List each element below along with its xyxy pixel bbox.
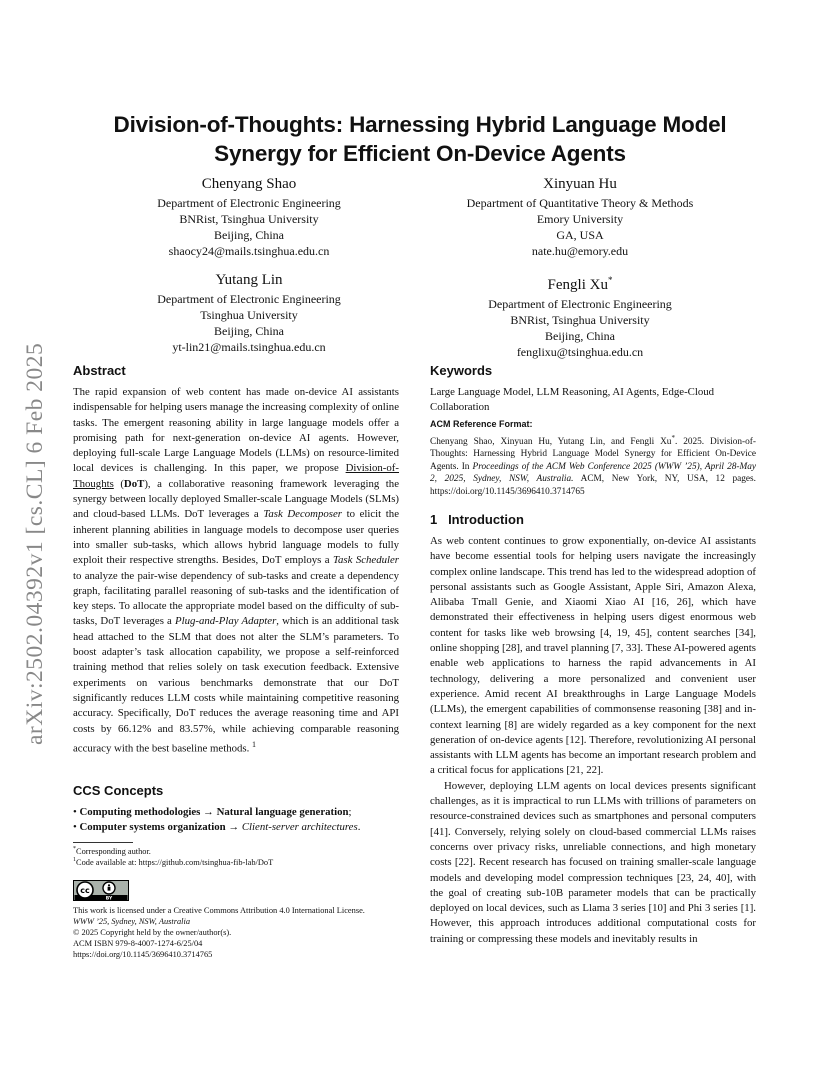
- author-email: fenglixu@tsinghua.edu.cn: [516, 345, 644, 359]
- adapter-term: Plug-and-Play Adapter: [174, 615, 277, 628]
- abstract-heading: Abstract: [73, 363, 126, 378]
- doi-line: https://doi.org/10.1145/3696410.3714765: [73, 950, 213, 959]
- title-line-1: Division-of-Thoughts: Harnessing Hybrid Language Model: [113, 112, 727, 137]
- author-location: GA, USA: [556, 228, 604, 242]
- cc-by-license-icon: [73, 880, 129, 901]
- footnote-1: *Corresponding author.: [73, 846, 151, 856]
- acm-reference-format: [430, 418, 756, 498]
- author-name: Yutang Lin: [215, 272, 283, 288]
- author-email: yt-lin21@mails.tsinghua.edu.cn: [172, 340, 326, 354]
- author-affiliation: BNRist, Tsinghua University: [179, 212, 319, 226]
- task-decomposer-term: Task Decomposer: [263, 508, 342, 521]
- div-of-thoughts-term: Division-of-Thoughts: [73, 462, 399, 490]
- author-block-4: [445, 270, 715, 360]
- cc-logo-right: BY: [105, 896, 113, 901]
- acm-ref-label: ACM Reference Format:: [430, 419, 533, 429]
- author-block-1: [124, 174, 374, 259]
- ccs-item: • Computing methodologies → Natural language generation;: [73, 806, 352, 818]
- author-email: shaocy24@mails.tsinghua.edu.cn: [168, 244, 330, 258]
- introduction-heading: 1 Introduction: [430, 512, 524, 527]
- author-location: Beijing, China: [214, 324, 284, 338]
- author-name: [445, 270, 715, 295]
- cc-logo-left: cc: [80, 886, 90, 895]
- keywords-text: Large Language Model, LLM Reasoning, AI Agents, Edge-Cloud Collaboration: [430, 386, 715, 414]
- arxiv-stamp: arXiv:2502.04392v1 [cs.CL] 6 Feb 2025: [22, 342, 48, 745]
- introduction-section: [430, 511, 756, 947]
- license-block: [73, 905, 365, 960]
- author-name: Xinyuan Hu: [543, 176, 617, 192]
- author-name: Chenyang Shao: [201, 176, 297, 192]
- footnote-2: $^1$Code available at: https://github.com/tsinghua-fib-lab/DoT: [73, 857, 274, 867]
- abstract-section: [73, 362, 399, 757]
- author-location: Beijing, China: [545, 329, 615, 343]
- paper-title: [60, 110, 780, 168]
- author-affiliation: Tsinghua University: [200, 308, 298, 322]
- intro-paragraph-1: As web content continues to grow exponentially, on-device AI assistants have become essential tools for helping users navigate the increasingly complex online landscape. This trend has led to the widespread adoption of personal assistants such as Google Assistant, Apple Siri, Amazon Alexa, Alibaba Tmall Genie, and Xiaomi Xiao AI [16, 26], which have demonstrated their effectiveness in helping users digest enormous web content for tasks like web browsing [4, 19, 45], content searches [34], online shopping [28], and travel planning [7, 33]. These AI-powered agents enable web applications to harness the rapid advancements in AI technology, delivering a more personalized and convenient user experience. Amid recent AI breakthroughs in Large Language Models (LLMs), the emergent capabilities of commonsense reasoning [38] and in-context learning [8] are widely regarded as a key component for the next generation of on-device agents [12]. Therefore, revolutionizing AI personal assistants with LLM agents has become an important research problem and a critical focus for applications [21, 22].: [430, 535, 756, 777]
- author-affiliation: Emory University: [536, 212, 624, 226]
- abstract-text: The rapid expansion of web content has made on-device AI assistants indispensable for helping users manage the increasing complexity of online tasks. The emergent reasoning ability in large language models offer a promising path for next-generation on-device AI agents. However, deploying full-scale Large Language Models (LLMs) on resource-limited local devices is challenging. In this paper, we propose Division-of-Thoughts (DoT), a collaborative reasoning framework leveraging the synergy between locally deployed Smaller-scale Language Models (SLMs) and cloud-based LLMs. DoT leverages a Task Decomposer to elicit the inherent planning abilities in language models to decompose user queries into smaller sub-tasks, which allows hybrid language models to fully exploit their respective strengths. Besides, DoT employs a Task Scheduler to analyze the pair-wise dependency of sub-tasks and create a dependency graph, facilitating parallel reasoning of sub-tasks and the identification of key steps. To allocate the appropriate model based on the difficulty of sub-tasks, DoT leverages a Plug-and-Play Adapter, which is an additional task head attached to the SLM that does not alter the SLM’s parameters. To boost adapter’s task allocation capability, we propose a self-reinforced training method that relies solely on task execution feedback. Extensive experiments on various benchmarks demonstrate that our DoT significantly reduces LLM costs while maintaining competitive reasoning accuracy. Specifically, DoT reduces the average reasoning time and API costs by 66.12% and 83.57%, while achieving comparable reasoning accuracy with the best baseline methods. $^1$: [73, 386, 400, 755]
- intro-paragraph-2: However, deploying LLM agents on local devices presents significant challenges, as it is impractical to run LLMs with trillions of parameters on resource-constrained devices such as smartphones and personal computers [41]. Conversely, relying solely on cloud-based commercial LLMs raises concerns over privacy risks, unreliable connections, and high monetary costs [22]. Recent research has focused on training smaller-scale language models and developing model compression techniques [23, 24, 40], with the goal of creating sub-10B parameter models that can be practically deployed on local devices, such as Llama 3 series [10] and Phi 3 series [1]. However, this approach introduces additional computational costs for training or compressing these models and inevitably results in: [430, 779, 756, 945]
- author-email: nate.hu@emory.edu: [531, 244, 629, 258]
- ccs-section: [73, 782, 403, 836]
- ccs-heading: CCS Concepts: [73, 783, 164, 798]
- ccs-item: • Computer systems organization → Client-server architectures.: [73, 821, 361, 834]
- keywords-heading: Keywords: [430, 363, 493, 378]
- dot-term: DoT: [123, 477, 145, 490]
- author-block-3: [124, 270, 374, 355]
- author-affiliation: BNRist, Tsinghua University: [510, 313, 650, 327]
- venue-line: WWW ’25, Sydney, NSW, Australia: [73, 917, 191, 926]
- author-name-text: Fengli Xu: [547, 277, 608, 293]
- author-affiliation: Department of Quantitative Theory & Methods: [466, 196, 694, 210]
- acm-ref-text: Chenyang Shao, Xinyuan Hu, Yutang Lin, and Fengli Xu*. 2025. Division-of-Thoughts: Harnessing Hybrid Language Model Synergy for Efficient On-Device Agents. In Proceedings of the ACM Web Conference 2025 (WWW ’25), April 28-May 2, 2025, Sydney, NSW, Australia. ACM, New York, NY, USA, 12 pages. https://doi.org/10.1145/3696410.3714765: [430, 433, 756, 497]
- author-affiliation: Department of Electronic Engineering: [157, 196, 341, 210]
- license-line: This work is licensed under a Creative Commons Attribution 4.0 International License.: [73, 906, 365, 915]
- footnote-ref: 1: [252, 739, 256, 749]
- author-location: Beijing, China: [214, 228, 284, 242]
- author-affiliation: Department of Electronic Engineering: [488, 297, 672, 311]
- author-block-2: [445, 174, 715, 259]
- task-scheduler-term: Task Scheduler: [332, 554, 399, 567]
- copyright-line: © 2025 Copyright held by the owner/author(s).: [73, 928, 232, 937]
- title-line-2: Synergy for Efficient On-Device Agents: [214, 141, 626, 166]
- isbn-line: ACM ISBN 979-8-4007-1274-6/25/04: [73, 939, 203, 948]
- keywords-section: [430, 362, 760, 416]
- corresponding-mark: *: [607, 275, 613, 285]
- author-affiliation: Department of Electronic Engineering: [157, 292, 341, 306]
- footnote-rule: [73, 842, 133, 843]
